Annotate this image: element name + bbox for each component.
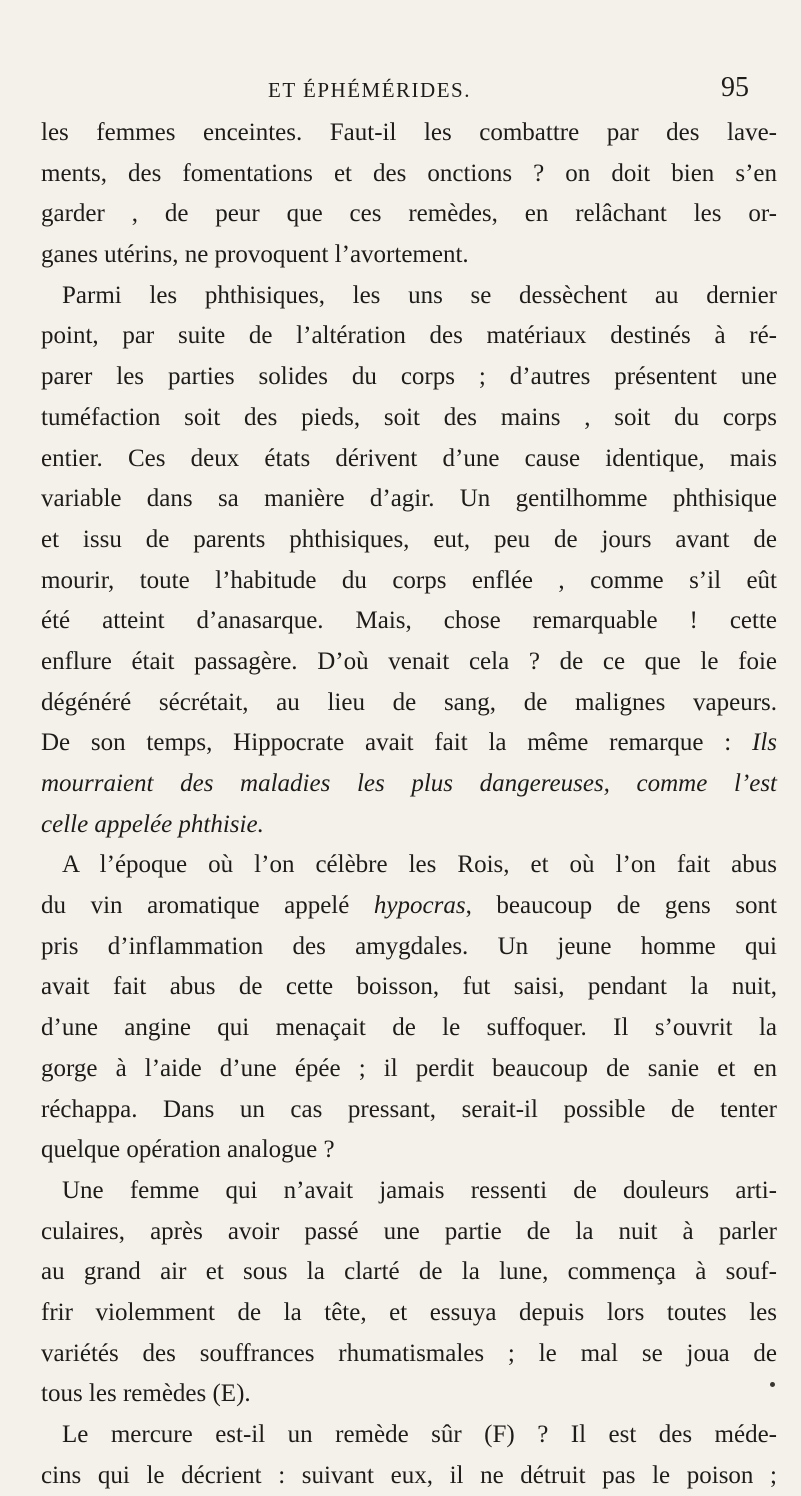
body-text xyxy=(41,113,777,1496)
text-line: variétés des souffrances rhumatismales ; le mal se joua de xyxy=(41,1339,777,1367)
text-line: Une femme qui n’avait jamais ressenti de douleurs arti- xyxy=(62,1176,777,1204)
page-number: 95 xyxy=(721,72,749,103)
text-segment: du vin aromatique appelé xyxy=(41,892,350,920)
text-line-italic: celle appelée phthisie. xyxy=(41,810,264,838)
text-line: avait fait abus de cette boisson, fut saisi, pendant la nuit, xyxy=(41,973,777,1001)
text-line: Parmi les phthisiques, les uns se dessèchent au dernier xyxy=(62,281,777,309)
running-title: ET ÉPHÉMÉRIDES. xyxy=(268,78,471,102)
text-line: tous les remèdes (E). xyxy=(41,1380,251,1408)
italic-segment: hypocras xyxy=(373,892,466,920)
ink-speck xyxy=(770,1382,775,1387)
text-line: parer les parties solides du corps ; d’autres présentent une xyxy=(41,363,777,391)
text-line: dégénéré sécrétait, au lieu de sang, de malignes vapeurs. xyxy=(41,688,777,716)
text-line: tuméfaction soit des pieds, soit des mains , soit du corps xyxy=(41,403,777,431)
text-line xyxy=(41,886,777,927)
text-line: ments, des fomentations et des onctions ? on doit bien s’en xyxy=(41,159,777,187)
text-line: culaires, après avoir passé une partie de la nuit à parler xyxy=(41,1217,777,1245)
text-segment: De son temps, Hippocrate avait fait la même remarque : xyxy=(41,729,732,757)
text-line: variable dans sa manière d’agir. Un gentilhomme phthisique xyxy=(41,485,777,513)
text-line xyxy=(41,723,777,764)
text-line: frir violemment de la tête, et essuya depuis lors toutes les xyxy=(41,1298,777,1326)
text-line: réchappa. Dans un cas pressant, serait-il possible de tenter xyxy=(41,1095,777,1123)
text-line: quelque opération analogue ? xyxy=(41,1136,335,1164)
italic-segment: Ils xyxy=(752,729,778,757)
text-line: et issu de parents phthisiques, eut, peu de jours avant de xyxy=(41,525,777,553)
text-line: mourir, toute l’habitude du corps enflée , comme s’il eût xyxy=(41,566,777,594)
text-line: entier. Ces deux états dérivent d’une cause identique, mais xyxy=(41,444,777,472)
text-line: pris d’inflammation des amygdales. Un jeune homme qui xyxy=(41,932,777,960)
text-line: cins qui le décrient : suivant eux, il ne détruit pas le poison ; xyxy=(41,1461,777,1489)
text-line-italic: mourraient des maladies les plus dangereuses, comme l’est xyxy=(41,770,777,797)
text-line: ganes utérins, ne provoquent l’avortement. xyxy=(41,241,469,269)
text-line: Le mercure est-il un remède sûr (F) ? Il est des méde- xyxy=(62,1421,777,1448)
text-line: les femmes enceintes. Faut-il les combattre par des lave- xyxy=(41,119,777,146)
text-segment: , beaucoup de gens sont xyxy=(465,892,777,920)
text-line: d’une angine qui menaçait de le suffoquer. Il s’ouvrit la xyxy=(41,1014,777,1042)
text-line: A l’époque où l’on célèbre les Rois, et où l’on fait abus xyxy=(62,851,777,879)
text-line: point, par suite de l’altération des matériaux destinés à ré- xyxy=(41,322,777,350)
text-line: été atteint d’anasarque. Mais, chose remarquable ! cette xyxy=(41,607,777,635)
text-line: gorge à l’aide d’une épée ; il perdit beaucoup de sanie et en xyxy=(41,1054,777,1082)
text-line: au grand air et sous la clarté de la lune, commença à souf- xyxy=(41,1258,777,1286)
text-line: garder , de peur que ces remèdes, en relâchant les or- xyxy=(41,200,777,228)
running-head xyxy=(0,72,801,112)
text-line: enflure était passagère. D’où venait cela ? de ce que le foie xyxy=(41,647,777,675)
